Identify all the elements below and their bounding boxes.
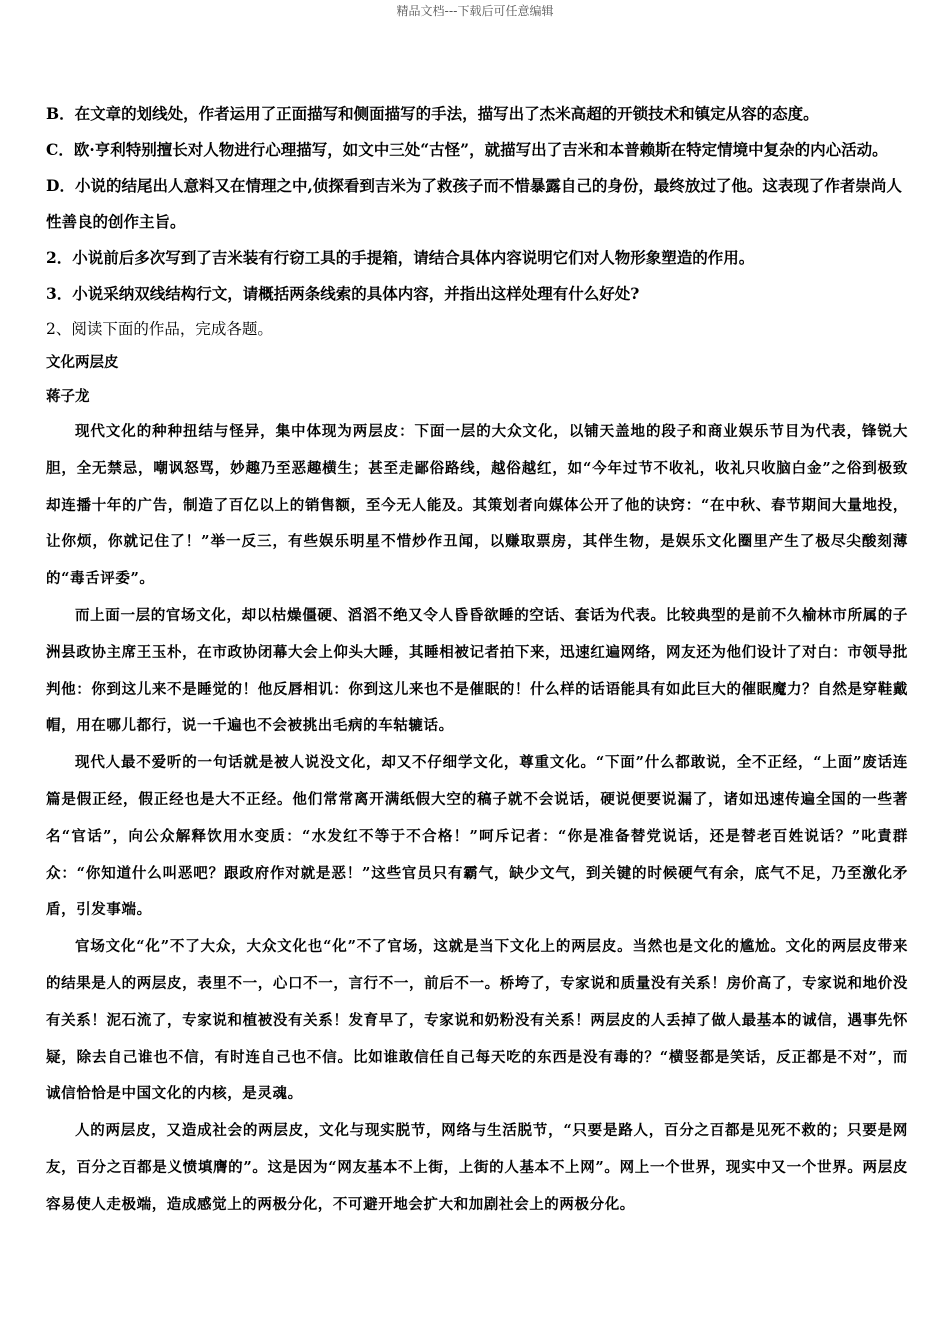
article-paragraph: 现代文化的种种扭结与怪异，集中体现为两层皮：下面一层的大众文化，以铺天盖地的段子和商业娱乐节目为代表，锋锐大胆，全无禁忌，嘲讽怒骂，妙趣乃至恶趣横生；甚至走鄙俗路线，越俗越红，如“今年过节不收礼，收礼只收脑白金”之俗到极致却连播十年的广告，制造了百亿以上的销售额，至今无人能及。其策划者向媒体公开了他的诀窍：“在中秋、春节期间大量地投，让你烦，你就记住了！”举一反三，有些娱乐明星不惜炒作丑闻，以赚取票房，其伴生物，是娱乐文化圈里产生了极尽尖酸刻薄的“毒舌评委”。	[46, 423, 908, 588]
question-2: 2．小说前后多次写到了吉米装有行窃工具的手提箱，请结合具体内容说明它们对人物形象塑造的作用。	[46, 248, 755, 267]
article-paragraph: 而上面一层的官场文化，却以枯燥僵硬、滔滔不绝又令人昏昏欲睡的空话、套话为代表。比较典型的是前不久榆林市所属的子洲县政协主席王玉朴，在市政协闭幕大会上仰头大睡，其睡相被记者拍下来，迅速红遍网络，网友还为他们设计了对白：市领导批判他：你到这儿来不是睡觉的！他反唇相讥：你到这儿来也不是催眠的！什么样的话语能具有如此巨大的催眠魔力？自然是穿鞋戴帽，用在哪儿都行，说一千遍也不会被挑出毛病的车轱辘话。	[46, 606, 908, 735]
article-author: 蒋子龙	[46, 388, 90, 405]
article-title: 文化两层皮	[46, 354, 119, 371]
article-paragraph: 人的两层皮，又造成社会的两层皮，文化与现实脱节，网络与生活脱节，“只要是路人，百分之百都是见死不救的；只要是网友，百分之百都是义愤填膺的”。这是因为“网友基本不上街，上街的人基本不上网”。网上一个世界，现实中又一个世界。两层皮容易使人走极端，造成感觉上的两极分化，不可避开地会扩大和加剧社会上的两极分化。	[46, 1122, 908, 1213]
document-body	[46, 96, 908, 1224]
option-b: B．在文章的划线处，作者运用了正面描写和侧面描写的手法，描写出了杰米高超的开锁技术和镇定从容的态度。	[46, 104, 819, 123]
article-paragraph: 现代人最不爱听的一句话就是被人说没文化，却又不仔细学文化，尊重文化。“下面”什么都敢说，全不正经，“上面”废话连篇是假正经，假正经也是大不正经。他们常常离开满纸假大空的稿子就不会说话，硬说便要说漏了，诸如迅速传遍全国的一些著名“官话”，向公众解释饮用水变质：“水发红不等于不合格！”呵斥记者：“你是准备替党说话，还是替老百姓说话？”叱責群众：“你知道什么叫恶吧？跟政府作对就是恶！”这些官员只有霸气，缺少文气，到关键的时候硬气有余，底气不足，乃至激化矛盾，引发事端。	[46, 754, 908, 919]
page-watermark: 精品文档---下载后可任意编辑	[396, 4, 554, 18]
section-instruction: 2、阅读下面的作品，完成各题。	[46, 320, 273, 338]
option-d: D．小说的结尾出人意料又在情理之中,侦探看到吉米为了救孩子而不惜暴露自己的身份，最终放过了他。这表现了作者崇尚人性善良的创作主旨。	[46, 176, 902, 231]
option-c: C．欧·亨利特别擅长对人物进行心理描写，如文中三处“古怪”，就描写出了吉米和本普赖斯在特定情境中复杂的内心活动。	[46, 140, 888, 159]
question-3: 3．小说采纳双线结构行文，请概括两条线索的具体内容，并指出这样处理有什么好处?	[46, 284, 640, 303]
article-paragraph: 官场文化“化”不了大众，大众文化也“化”不了官场，这就是当下文化上的两层皮。当然也是文化的尴尬。文化的两层皮带来的结果是人的两层皮，表里不一，心口不一，言行不一，前后不一。桥垮了，专家说和质量没有关系！房价高了，专家说和地价没有关系！泥石流了，专家说和植被没有关系！发育早了，专家说和奶粉没有关系！两层皮的人丢掉了做人最基本的诚信，遇事先怀疑，除去自己谁也不信，有时连自己也不信。比如谁敢信任自己每天吃的东西是没有毒的？“横竖都是笑话，反正都是不对”，而诚信恰恰是中国文化的内核，是灵魂。	[46, 938, 908, 1103]
